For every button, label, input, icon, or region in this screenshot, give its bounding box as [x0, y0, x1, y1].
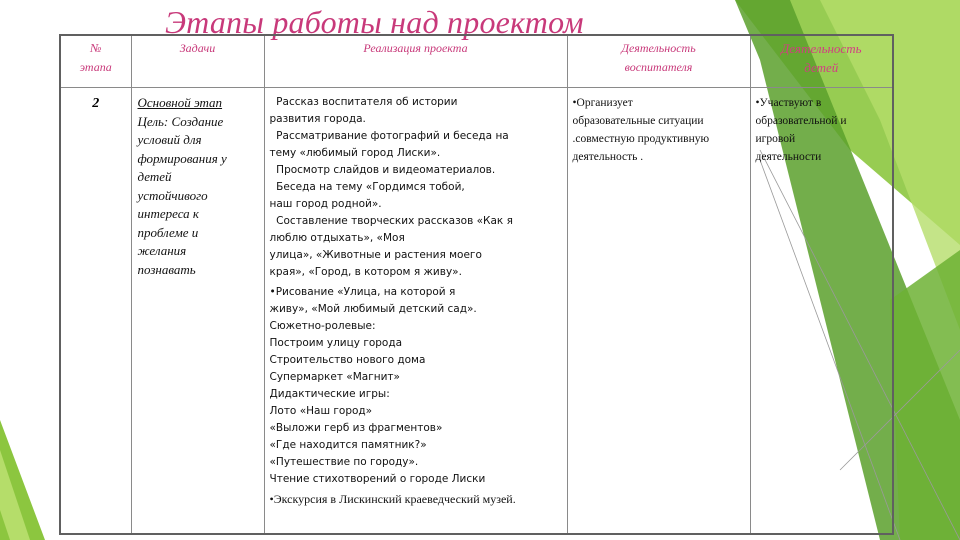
- tasks-line: формирования у: [137, 150, 227, 166]
- impl-line: Построим улицу города: [269, 337, 403, 349]
- header-num-line1: №: [90, 41, 102, 55]
- impl-line: Дидактические игры:: [269, 388, 390, 400]
- impl-line: Супермаркет «Магнит»: [269, 371, 400, 383]
- impl-line: Беседа на тему «Гордимся тобой,: [269, 181, 465, 193]
- children-line: образовательной и: [755, 115, 847, 127]
- cell-teacher-activity: [567, 88, 750, 535]
- impl-line: развития города.: [269, 113, 366, 125]
- stage-number: 2: [92, 96, 100, 111]
- impl-line: люблю отдыхать», «Моя: [269, 232, 405, 244]
- impl-line: улица», «Животные и растения моего: [269, 249, 482, 261]
- cell-implementation: [264, 88, 567, 535]
- cell-tasks: [131, 88, 264, 535]
- header-tasks-label: Задачи: [179, 41, 216, 55]
- children-line: игровой: [755, 133, 796, 145]
- tasks-title: Основной этап: [137, 95, 223, 110]
- impl-line: Чтение стихотворений о городе Лиски: [269, 473, 486, 485]
- header-stage-number: [60, 35, 131, 88]
- header-num-line2: этапа: [79, 60, 112, 74]
- impl-line: тему «любимый город Лиски».: [269, 147, 441, 159]
- tasks-line: желания: [137, 243, 187, 258]
- header-implementation-label: Реализация проекта: [363, 41, 468, 55]
- teacher-line: .совместную продуктивную: [572, 133, 710, 145]
- green-ribbon-bottom: [890, 250, 960, 540]
- header-implementation: [264, 35, 567, 88]
- header-teacher-activity: [567, 35, 750, 88]
- impl-line: «Где находится памятник?»: [269, 439, 427, 451]
- tasks-line: условий для: [137, 132, 202, 147]
- teacher-line: •Организует: [572, 97, 633, 109]
- project-stages-table: [59, 34, 894, 535]
- header-children-activity: [750, 35, 893, 88]
- children-line: •Участвуют в: [755, 97, 822, 109]
- tasks-line: устойчивого: [137, 187, 208, 203]
- page-title: Этапы работы над проектом: [165, 4, 584, 40]
- impl-line: «Выложи герб из фрагментов»: [269, 422, 443, 434]
- impl-line: •Рисование «Улица, на которой я: [269, 286, 456, 298]
- header-children-line1: Деятельность: [780, 41, 862, 56]
- impl-line: края», «Город, в котором я живу».: [269, 266, 462, 278]
- impl-line: Сюжетно-ролевые:: [269, 320, 376, 332]
- teacher-line: образовательные ситуации: [572, 115, 704, 127]
- impl-line: «Путешествие по городу».: [269, 456, 419, 468]
- impl-last-line: •Экскурсия в Лискинский краеведческий музей.: [269, 492, 516, 506]
- tasks-line: Цель: Создание: [137, 113, 224, 129]
- children-line: деятельности: [755, 151, 822, 163]
- project-stages-table-wrapper: [59, 34, 892, 535]
- table-header-row: [60, 35, 893, 88]
- tasks-line: детей: [137, 169, 172, 184]
- teacher-line: деятельность .: [572, 151, 644, 163]
- header-teacher-line1: Деятельность: [621, 41, 696, 55]
- header-children-line2: детей: [804, 60, 839, 75]
- header-tasks: [131, 35, 264, 88]
- impl-line: Рассматривание фотографий и беседа на: [269, 130, 509, 142]
- table-row: [60, 88, 893, 535]
- impl-line: Просмотр слайдов и видеоматериалов.: [269, 164, 496, 176]
- impl-line: Рассказ воспитателя об истории: [269, 96, 458, 108]
- tasks-line: проблеме и: [137, 224, 199, 240]
- impl-line: Строительство нового дома: [269, 354, 426, 366]
- impl-line: Составление творческих рассказов «Как я: [269, 215, 513, 227]
- tasks-line: познавать: [137, 261, 196, 277]
- impl-line: наш город родной».: [269, 198, 382, 210]
- header-teacher-line2: воспитателя: [624, 60, 693, 74]
- impl-line: Лото «Наш город»: [269, 405, 373, 417]
- cell-children-activity: [750, 88, 893, 535]
- impl-line: живу», «Мой любимый детский сад».: [269, 303, 477, 315]
- cell-stage-number: [60, 88, 131, 535]
- tasks-line: интереса к: [137, 206, 199, 221]
